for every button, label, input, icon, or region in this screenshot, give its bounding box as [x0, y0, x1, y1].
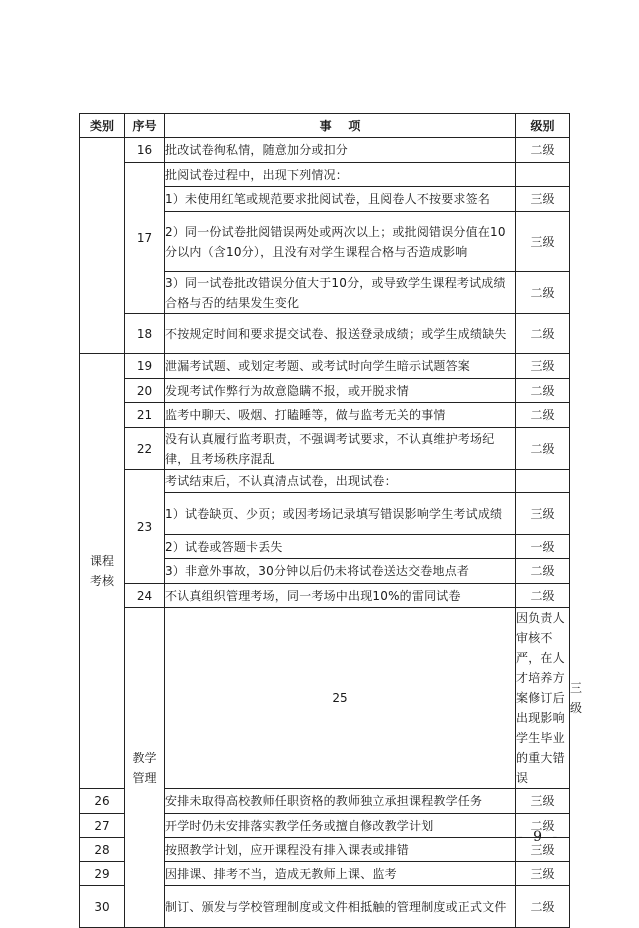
- item-cell: 3）同一试卷批改错误分值大于10分，或导致学生课程考试成绩合格与否的结果发生变化: [165, 272, 516, 314]
- seq-cell: 30: [80, 886, 125, 928]
- level-cell: 三级: [516, 789, 570, 814]
- category-label: 教学管理: [132, 750, 157, 785]
- seq-cell: 20: [125, 379, 165, 403]
- table-row: [80, 403, 570, 428]
- page-number: - 9 -: [518, 829, 561, 845]
- level-cell: 一级: [516, 535, 570, 559]
- table-row: [80, 314, 570, 354]
- item-cell: 监考中聊天、吸烟、打瞌睡等，做与监考无关的事情: [165, 403, 516, 428]
- table-row: [80, 379, 570, 403]
- level-cell: 二级: [516, 886, 570, 928]
- header-item: 事 项: [165, 114, 516, 138]
- seq-cell: 28: [80, 838, 125, 862]
- level-cell: [516, 163, 570, 187]
- item-cell: 因负责人审核不严，在人才培养方案修订后出现影响学生毕业的重大错误: [516, 608, 570, 789]
- level-cell: 二级: [516, 379, 570, 403]
- category-label: 课程考核: [90, 554, 115, 588]
- table-row: [80, 470, 570, 493]
- item-cell: 因排课、排考不当，造成无教师上课、监考: [165, 862, 516, 886]
- seq-cell: 27: [80, 814, 125, 838]
- category-cell: [80, 138, 125, 354]
- category-cell: [125, 608, 165, 928]
- table-row: [80, 584, 570, 608]
- header-level: 级别: [516, 114, 570, 138]
- table-row: [80, 138, 570, 163]
- table-header-row: [80, 114, 570, 138]
- seq-cell: 24: [125, 584, 165, 608]
- seq-cell: 16: [125, 138, 165, 163]
- seq-cell: 21: [125, 403, 165, 428]
- item-cell: 发现考试作弊行为故意隐瞒不报，或开脱求情: [165, 379, 516, 403]
- level-cell: 三级: [516, 354, 570, 379]
- level-cell: 二级: [516, 814, 570, 838]
- level-cell: 二级: [516, 559, 570, 584]
- item-cell: 批改试卷徇私情，随意加分或扣分: [165, 138, 516, 163]
- seq-cell: 22: [125, 428, 165, 470]
- item-cell: 不按规定时间和要求提交试卷、报送登录成绩；或学生成绩缺失: [165, 314, 516, 354]
- header-category: 类别: [80, 114, 125, 138]
- level-cell: 二级: [516, 314, 570, 354]
- item-cell: 1）未使用红笔或规范要求批阅试卷，且阅卷人不按要求签名: [165, 187, 516, 212]
- level-cell: 二级: [516, 272, 570, 314]
- seq-cell: 29: [80, 862, 125, 886]
- level-cell: 三级: [516, 187, 570, 212]
- seq-cell: 17: [125, 163, 165, 314]
- item-cell: 不认真组织管理考场，同一考场中出现10%的雷同试卷: [165, 584, 516, 608]
- level-cell: [516, 470, 570, 493]
- item-cell: 没有认真履行监考职责，不强调考试要求，不认真维护考场纪律，且考场秩序混乱: [165, 428, 516, 470]
- level-cell: 二级: [516, 403, 570, 428]
- item-cell: 批阅试卷过程中，出现下列情况：: [165, 163, 516, 187]
- level-cell: 三级: [516, 493, 570, 535]
- item-cell: 安排未取得高校教师任职资格的教师独立承担课程教学任务: [165, 789, 516, 814]
- item-cell: 泄漏考试题、或划定考题、或考试时向学生暗示试题答案: [165, 354, 516, 379]
- header-seq: 序号: [125, 114, 165, 138]
- table-row: [80, 354, 570, 379]
- seq-cell: 18: [125, 314, 165, 354]
- item-cell: 1）试卷缺页、少页；或因考场记录填写错误影响学生考试成绩: [165, 493, 516, 535]
- item-cell: 2）同一份试卷批阅错误两处或两次以上；或批阅错误分值在10分以内（含10分），且没有对学生课程合格与否造成影响: [165, 212, 516, 272]
- level-cell: 三级: [516, 862, 570, 886]
- item-cell: 按照教学计划，应开课程没有排入课表或排错: [165, 838, 516, 862]
- item-cell: 开学时仍未安排落实教学任务或擅自修改教学计划: [165, 814, 516, 838]
- item-cell: 3）非意外事故，30分钟以后仍未将试卷送达交卷地点者: [165, 559, 516, 584]
- level-cell: 二级: [516, 584, 570, 608]
- table-row: [80, 428, 570, 470]
- category-cell: [80, 354, 125, 789]
- seq-cell: 25: [165, 608, 516, 789]
- violation-rules-table: [79, 113, 583, 928]
- item-cell: 2）试卷或答题卡丢失: [165, 535, 516, 559]
- item-cell: 制订、颁发与学校管理制度或文件相抵触的管理制度或正式文件: [165, 886, 516, 928]
- level-cell: 二级: [516, 428, 570, 470]
- seq-cell: 23: [125, 470, 165, 584]
- seq-cell: 19: [125, 354, 165, 379]
- level-cell: 三级: [516, 212, 570, 272]
- level-cell: 二级: [516, 138, 570, 163]
- table-row: 教学管理 25 因负责人审核不严，在人才培养方案修订后出现影响学生毕业的重大错误 三级: [80, 608, 570, 789]
- level-cell: 三级: [516, 838, 570, 862]
- table-row: [80, 163, 570, 187]
- seq-cell: 26: [80, 789, 125, 814]
- item-cell: 考试结束后，不认真清点试卷，出现试卷：: [165, 470, 516, 493]
